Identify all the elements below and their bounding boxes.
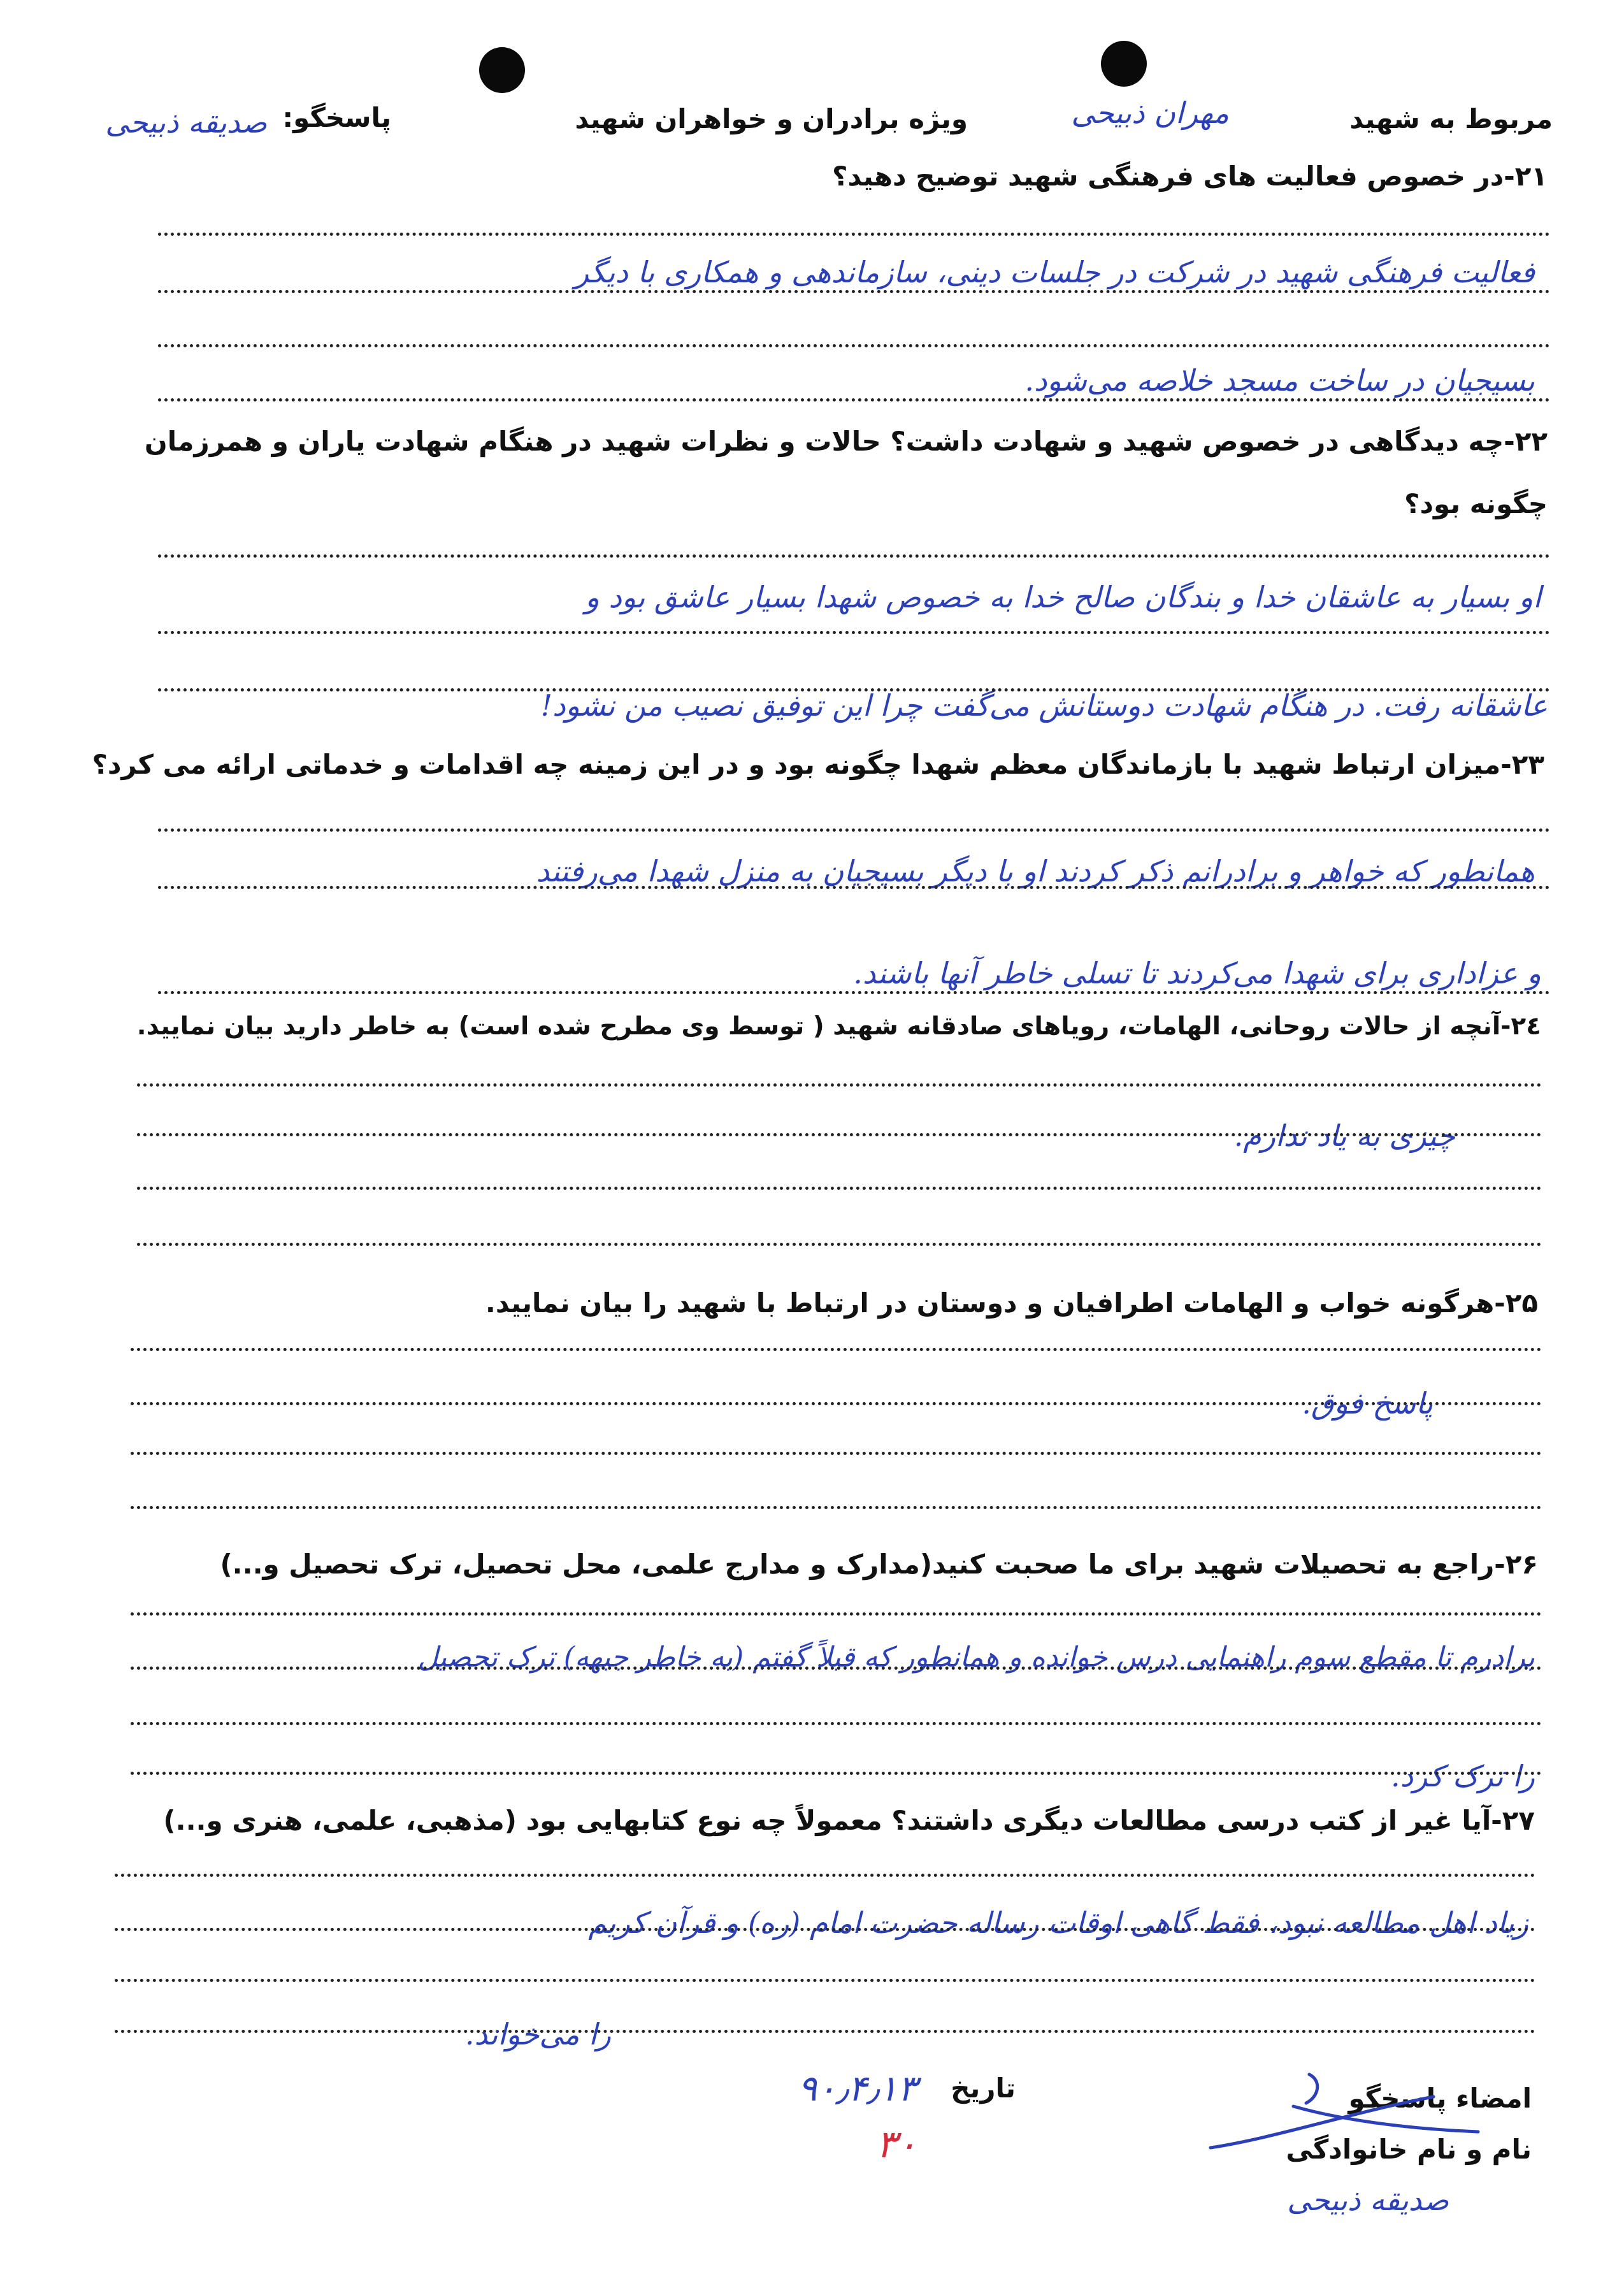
answer-24-line-1: چیزی به یاد ندارم.	[1233, 1118, 1455, 1153]
answer-line	[115, 1979, 1535, 1982]
martyr-name: مهران ذبیحی	[1071, 96, 1229, 130]
answer-line	[137, 1243, 1542, 1246]
question-26: ۲۶-راجع به تحصیلات شهید برای ما صحبت کنید(مدارک و مدارج علمی، محل تحصیل، ترک تحصیل و...)	[220, 1549, 1538, 1580]
answer-line	[115, 2030, 1535, 2033]
question-25: ۲۵-هرگونه خواب و الهامات اطرافیان و دوستان در ارتباط با شهید را بیان نمایید.	[485, 1287, 1538, 1319]
question-23: ۲۳-میزان ارتباط شهید با بازماندگان معظم شهدا چگونه بود و در این زمینه چه اقدامات و خدماتی ارائه می کرد؟	[92, 749, 1544, 780]
answer-line	[131, 1667, 1542, 1670]
special-label: ویژه برادران و خواهران شهید	[575, 103, 968, 134]
answer-26-line-1: برادرم تا مقطع سوم راهنمایی درس خوانده و همانطور که قبلاً گفتم (به خاطر جبهه) ترک تحصیل	[417, 1641, 1535, 1674]
answer-line	[131, 1772, 1542, 1775]
respondent-label: پاسخگو:	[282, 102, 391, 133]
answer-22-line-2: عاشقانه رفت. در هنگام شهادت دوستانش می‌گفت چرا این توفیق نصیب من نشود!	[540, 688, 1548, 723]
answer-line	[158, 886, 1550, 889]
signer-name: صدیقه ذبیحی	[1287, 2183, 1449, 2217]
answer-line	[131, 1612, 1542, 1616]
answer-23-line-1: همانطور که خواهر و برادرانم ذکر کردند او با دیگر بسیجیان به منزل شهدا می‌رفتند	[536, 854, 1535, 888]
answer-line	[131, 1722, 1542, 1725]
answer-26-line-2: را ترک کرد.	[1391, 1759, 1535, 1793]
answer-line	[158, 688, 1550, 691]
question-22-cont: چگونه بود؟	[1404, 488, 1548, 519]
name-label: نام و نام خانوادگی	[1286, 2134, 1532, 2165]
answer-line	[137, 1083, 1542, 1087]
punch-hole-right	[1101, 41, 1147, 87]
answer-line	[115, 1928, 1535, 1931]
punch-hole-left	[479, 47, 525, 93]
answer-21-line-2: بسیجیان در ساخت مسجد خلاصه می‌شود.	[1024, 363, 1535, 398]
signature-mark	[1198, 2068, 1491, 2157]
answer-line	[115, 1874, 1535, 1877]
answer-21-line-1: فعالیت فرهنگی شهید در شرکت در جلسات دینی، سازماندهی و همکاری با دیگر	[574, 255, 1535, 289]
related-label: مربوط به شهید	[1349, 103, 1553, 134]
signature-label: امضاء پاسخگو	[1348, 2083, 1532, 2114]
answer-line	[137, 1133, 1542, 1136]
answer-line	[158, 554, 1550, 558]
answer-line	[131, 1506, 1542, 1509]
answer-line	[131, 1452, 1542, 1455]
question-22: ۲۲-چه دیدگاهی در خصوص شهید و شهادت داشت؟ حالات و نظرات شهید در هنگام شهادت یاران و همرزمان	[144, 426, 1548, 457]
answer-line	[158, 631, 1550, 634]
answer-line	[158, 233, 1550, 236]
respondent-name: صدیقه ذبیحی	[105, 105, 267, 140]
question-24: ۲٤-آنچه از حالات روحانی، الهامات، رویاهای صادقانه شهید ( توسط وی مطرح شده است) به خاطر دارید بیان نمایید.	[136, 1012, 1541, 1041]
question-27: ۲۷-آیا غیر از کتب درسی مطالعات دیگری داشتند؟ معمولاً چه نوع کتابهایی بود (مذهبی، علمی، هنری و...)	[163, 1805, 1535, 1836]
question-21: ۲۱-در خصوص فعالیت های فرهنگی شهید توضیح دهید؟	[832, 161, 1548, 192]
answer-23-line-2: و عزاداری برای شهدا می‌کردند تا تسلی خاطر آنها باشند.	[853, 956, 1541, 990]
page-number: ۳۰	[876, 2122, 917, 2167]
answer-27-line-2: را می‌خواند.	[464, 2017, 611, 2051]
answer-line	[158, 344, 1550, 347]
answer-line	[158, 991, 1550, 994]
answer-27-line-1: زیاد اهل مطالعه نبود، فقط گاهی اوقات رساله حضرت امام (ره) و قرآن کریم	[588, 1906, 1528, 1940]
answer-22-line-1: او بسیار به عاشقان خدا و بندگان صالح خدا به خصوص شهدا بسیار عاشق بود و	[585, 580, 1541, 614]
answer-line	[158, 828, 1550, 832]
answer-line	[131, 1348, 1542, 1351]
answer-line	[158, 398, 1550, 401]
answer-25-line-1: پاسخ فوق.	[1302, 1386, 1433, 1421]
answer-line	[158, 290, 1550, 293]
answer-line	[137, 1187, 1542, 1190]
date-value: ۹۰٫۴٫۱۳	[798, 2068, 917, 2109]
date-label: تاریخ	[951, 2073, 1016, 2104]
